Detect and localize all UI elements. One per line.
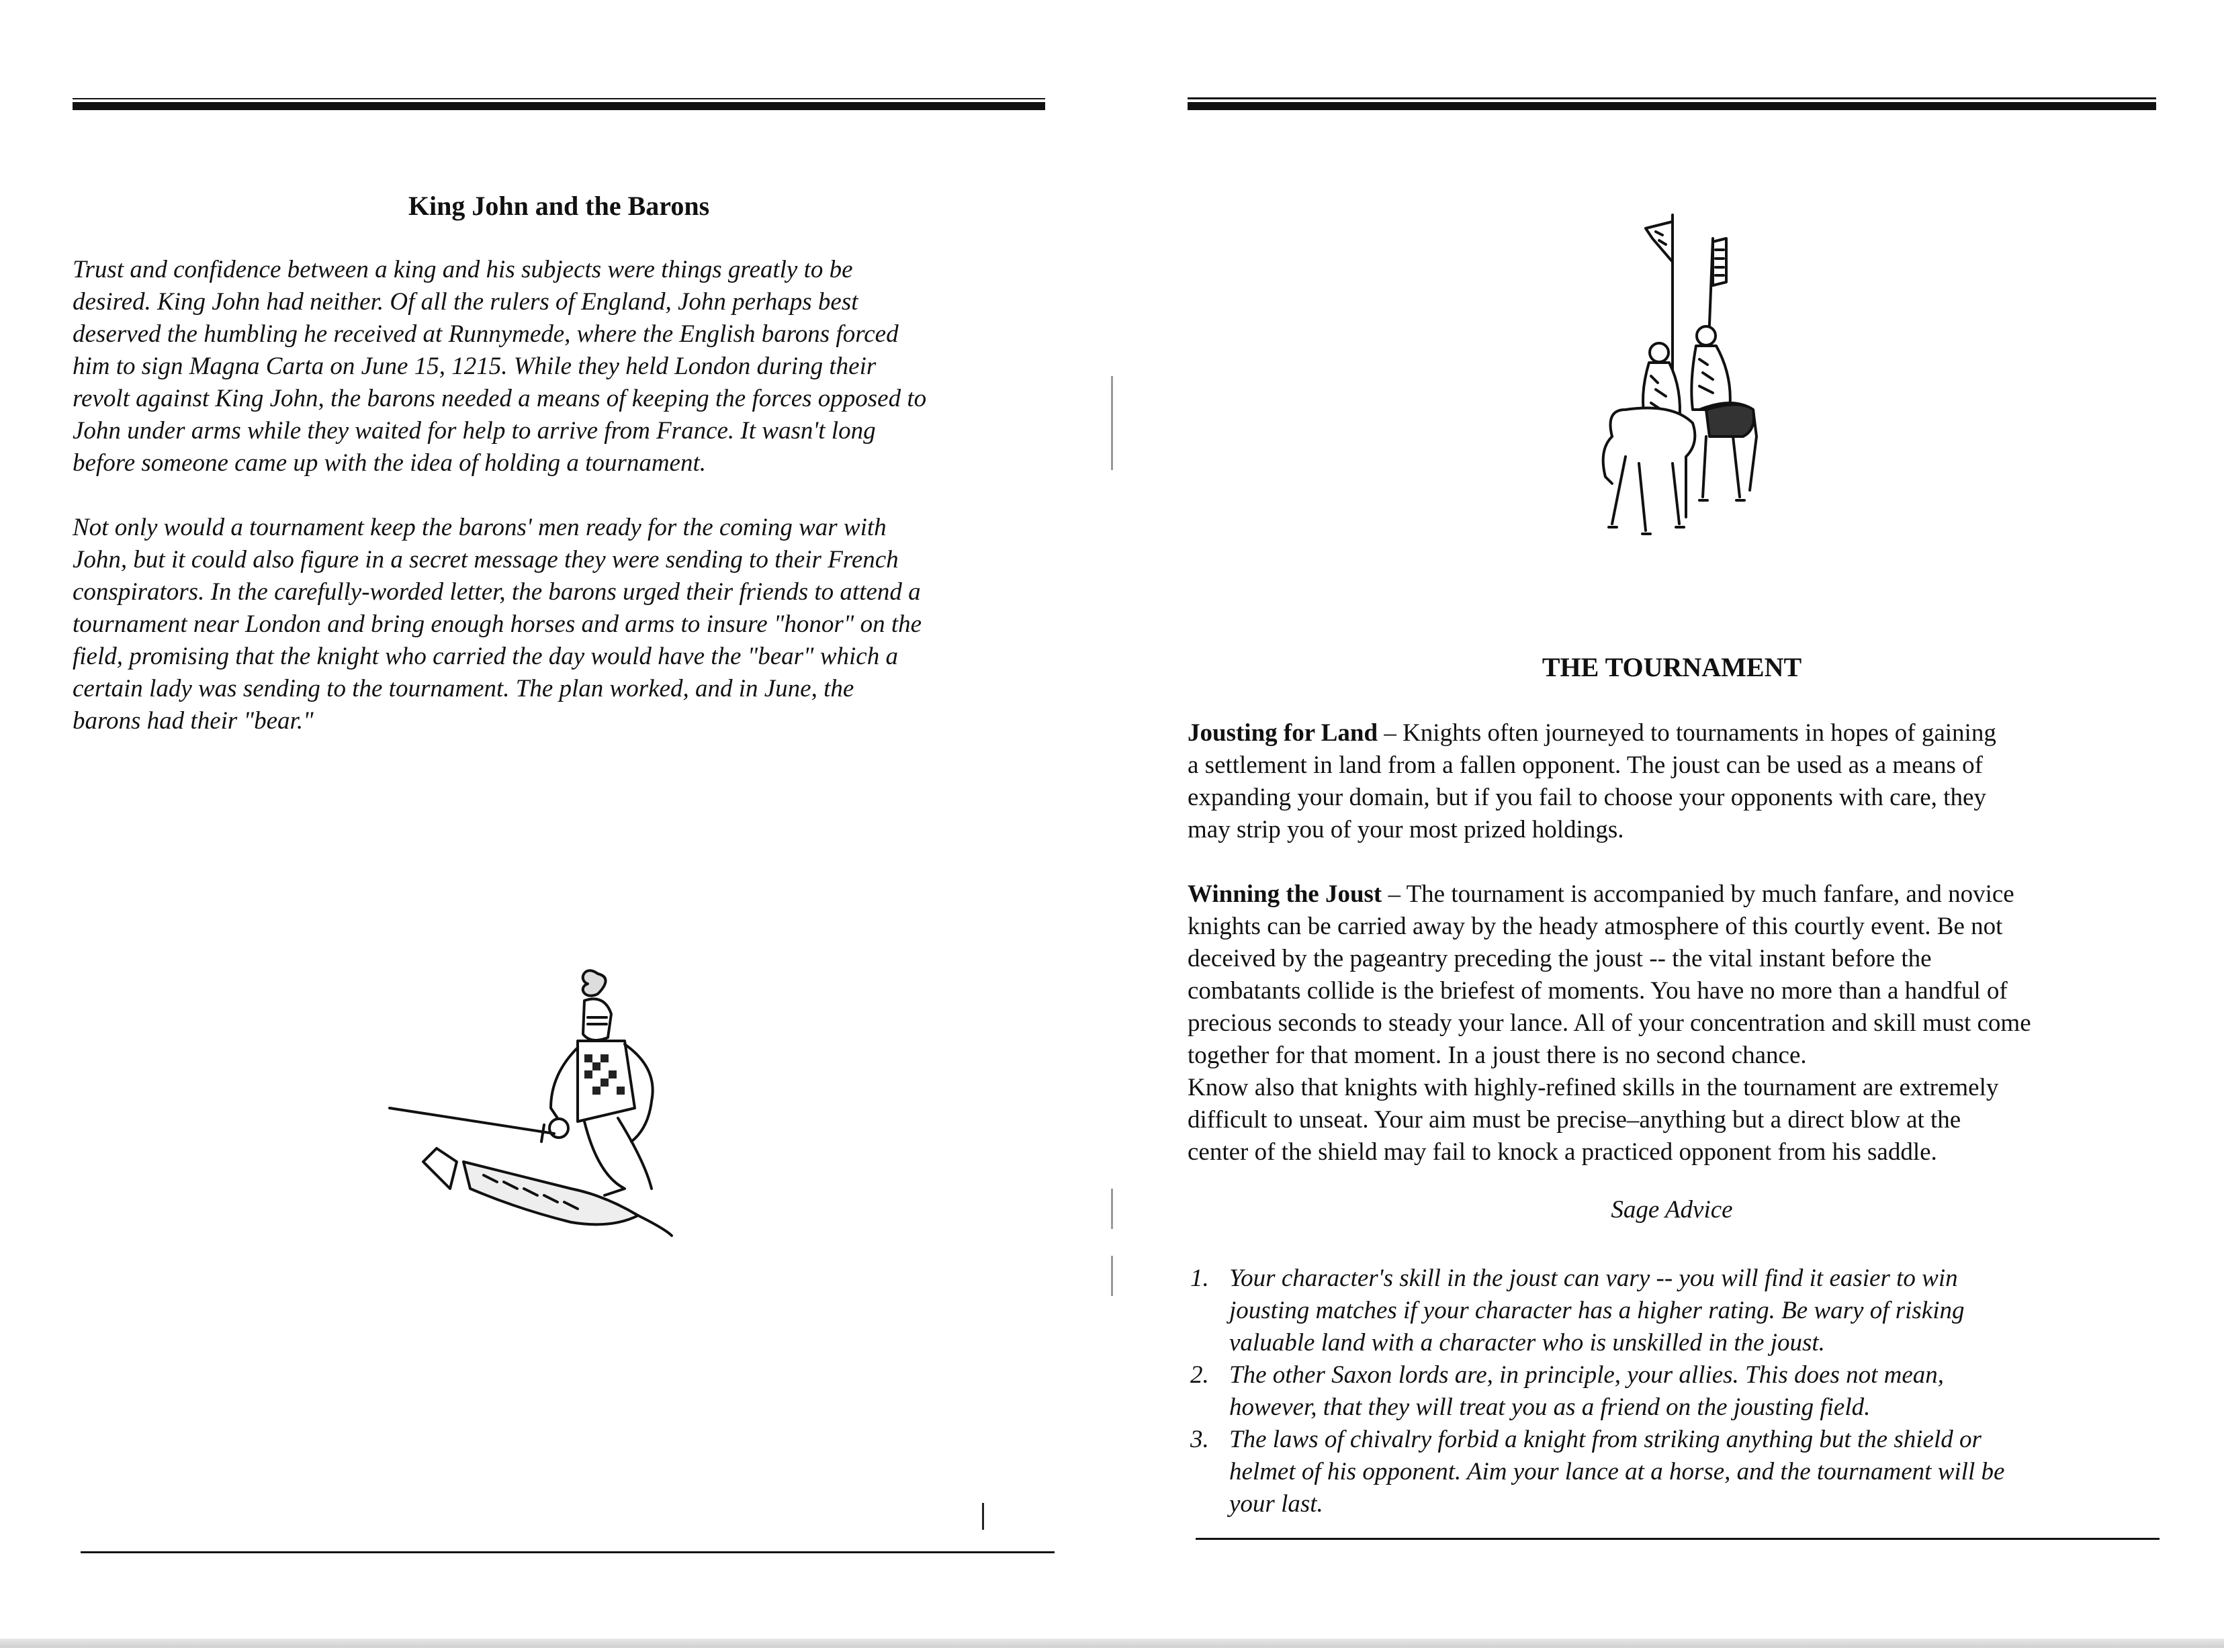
paragraph-2: Not only would a tournament keep the barons' men ready for the coming war with John, but it could also figure in a secret message they were sending to their French conspirators. In the carefully-worded letter, the barons urged their friends to attend a tournament near London and bring enough horses and arms to insure "honor" on the field, promising that the knight who carried the day would have the "bear" which a certain lady was sending to the tournament. The plan worked, and in June, the barons had their "bear." [73, 514, 922, 735]
jousting-for-land-section: Jousting for Land – Knights often journeyed to tournaments in hopes of gaining a settlement in land from a fallen opponent. The joust can be used as a means of expanding your domain, but if you fail to choose your opponents with care, they may strip you of your most prized holdings. [1188, 719, 1996, 843]
bottom-rule [81, 1551, 1055, 1553]
top-rule [73, 102, 1045, 110]
section-title: THE TOURNAMENT [1542, 652, 1802, 682]
left-page [0, 0, 1102, 1652]
sage-advice-list [1190, 1263, 2198, 1520]
tournament-text [1188, 717, 2195, 1168]
list-item: 2. The other Saxon lords are, in principle, your allies. This does not mean, however, that they will treat you as a friend on the jousting field. [1190, 1361, 1945, 1421]
scan-edge [0, 1639, 2224, 1648]
unseat-paragraph: Know also that knights with highly-refined skills in the tournament are extremely difficult to unseat. Your aim must be precise–anything but a direct blow at the center of the shield may fail to knock a practiced opponent from his saddle. [1188, 1074, 1999, 1166]
right-page [1102, 0, 2224, 1652]
page-title: King John and the Barons [408, 191, 710, 221]
top-rule [1188, 102, 2156, 110]
winning-the-joust-section: Winning the Joust – The tournament is accompanied by much fanfare, and novice knights can be carried away by the heady atmosphere of this courtly event. Be not deceived by the pageantry preceding the joust -- the vital instant before the combatants collide is the briefest of moments. You have no more than a handful of precious seconds to steady your lance. All of your concentration and skill must come together for that moment. In a joust there is no second chance. [1188, 880, 2031, 1069]
list-item: 1. Your character's skill in the joust can vary -- you will find it easier to win jousting matches if your character has a higher rating. Be wary of risking valuable land with a character who is unskilled in the joust. [1190, 1265, 1965, 1357]
intro-text [73, 254, 1060, 770]
bottom-rule [1196, 1538, 2160, 1540]
list-item: 3. The laws of chivalry forbid a knight from striking anything but the shield or helmet of his opponent. Aim your lance at a horse, and the tournament will be your last. [1190, 1426, 2005, 1518]
top-rule-thin [73, 98, 1045, 99]
mounted-knights-illustration [1572, 208, 1773, 571]
paragraph-1: Trust and confidence between a king and his subjects were things greatly to be desired. King John had neither. Of all the rulers of England, John perhaps best deserved the humbling he received at Runnymede, where the English barons forced him to sign Magna Carta on June 15, 1215. While they held London during their revolt against King John, the barons needed a means of keeping the forces opposed to John under arms while they waited for help to arrive from France. It wasn't long before someone came up with the idea of holding a tournament. [73, 256, 927, 477]
top-rule-thin [1188, 97, 2156, 99]
fallen-knight-illustration [383, 960, 719, 1242]
scan-mark [982, 1503, 984, 1530]
sage-advice-title: Sage Advice [1611, 1196, 1733, 1224]
